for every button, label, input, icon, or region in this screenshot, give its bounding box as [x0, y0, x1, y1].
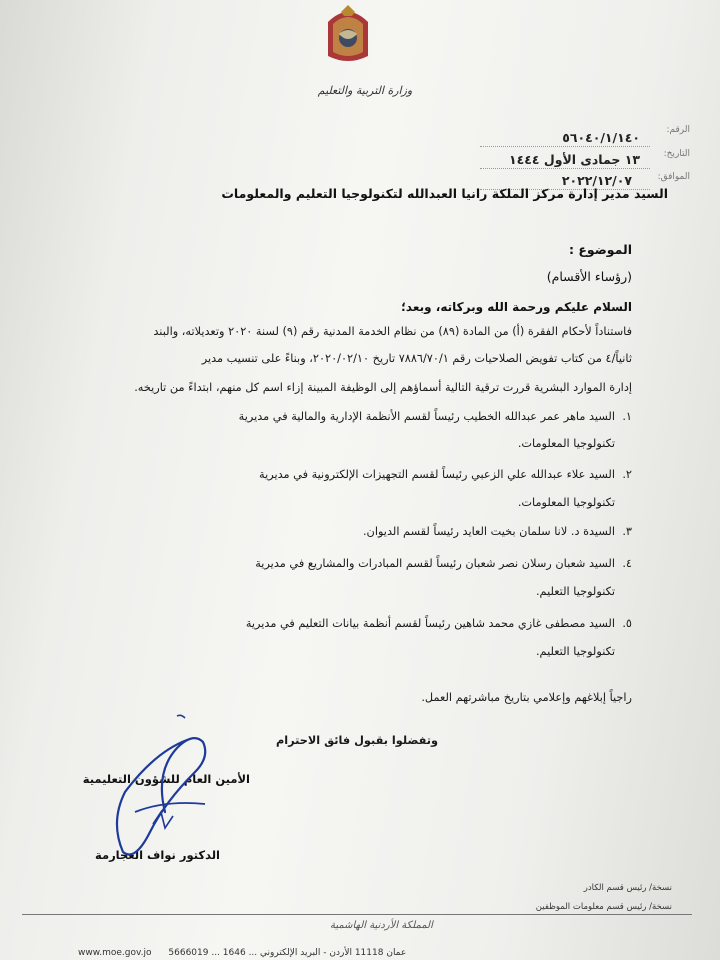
handwritten-signature-icon — [95, 712, 245, 872]
item-number: ١. — [622, 410, 632, 423]
subject-value: (رؤساء الأقسام) — [546, 269, 632, 284]
corresp-label: الموافق: — [657, 172, 690, 182]
item-number: ٣. — [622, 525, 632, 538]
request-text: راجياً إبلاغهم وإعلامي بتاريخ مباشرتهم العمل. — [421, 691, 632, 704]
royal-crest-icon — [323, 4, 373, 66]
date-hijri: ١٣ جمادى الأول ١٤٤٤ — [508, 152, 640, 167]
item-line: تكنولوجيا المعلومات. — [517, 437, 615, 450]
item-line: السيدة د. لانا سلمان بخيت العايد رئيساً لقسم الديوان. — [362, 525, 615, 538]
subject-label: الموضوع : — [568, 242, 632, 257]
item-line: تكنولوجيا المعلومات. — [517, 496, 615, 509]
footer-website: www.moe.gov.jo — [78, 948, 152, 958]
date-underline — [480, 168, 650, 169]
date-label: التاريخ: — [663, 149, 690, 159]
footer-country: المملكة الأردنية الهاشمية — [330, 920, 433, 931]
ref-value: ٥٦٠٤٠/١/١٤٠ — [562, 130, 640, 145]
signatory-name: الدكتور نواف العجارمة — [94, 848, 220, 862]
item-line: السيد علاء عبدالله علي الزعبي رئيساً لقسم التجهيزات الإلكترونية في مديرية — [259, 468, 615, 481]
item-number: ٥. — [622, 617, 632, 630]
copy-line: نسخة/ رئيس قسم معلومات الموظفين — [535, 902, 672, 912]
item-line: السيد مصطفى غازي محمد شاهين رئيساً لقسم أنظمة بيانات التعليم في مديرية — [245, 617, 615, 630]
item-line: السيد ماهر عمر عبدالله الخطيب رئيساً لقسم الأنظمة الإدارية والمالية في مديرية — [238, 410, 615, 423]
ref-underline — [480, 146, 650, 147]
addressee: السيد مدير إدارة مركز الملكة رانيا العبدالله لتكنولوجيا التعليم والمعلومات — [221, 186, 668, 201]
body-line: فاستناداً لأحكام الفقرة (أ) من المادة (٨٩) من نظام الخدمة المدنية رقم (٩) لسنة ٢٠٢٠ وتعديلاته، والبند — [153, 325, 632, 338]
body-line: إدارة الموارد البشرية قررت ترقية التالية أسماؤهم إلى الوظيفة المبينة إزاء اسم كل منهم، ابتداءً من تاريخه. — [134, 381, 632, 394]
copy-line: نسخة/ رئيس قسم الكادر — [583, 883, 672, 893]
footer-address: عمان 11118 الأردن - البريد الإلكتروني ... 1646 ... 5666019 — [168, 948, 407, 958]
item-line: السيد شعبان رسلان نصر شعبان رئيساً لقسم المبادرات والمشاريع في مديرية — [255, 557, 615, 570]
item-number: ٢. — [622, 468, 632, 481]
footer-rule — [22, 914, 692, 915]
item-line: تكنولوجيا التعليم. — [535, 645, 615, 658]
closing-text: وتفضلوا بقبول فائق الاحترام — [275, 734, 438, 747]
date-gregorian: ٢٠٢٢/١٢/٠٧ — [561, 173, 632, 188]
greeting: السلام عليكم ورحمة الله وبركاته، وبعد؛ — [401, 300, 632, 314]
footer-contact — [78, 948, 406, 958]
ministry-name: وزارة التربية والتعليم — [317, 84, 413, 97]
item-number: ٤. — [622, 557, 632, 570]
signatory-title: الأمين العام للشؤون التعليمية — [82, 772, 250, 786]
ref-label: الرقم: — [666, 125, 690, 135]
item-line: تكنولوجيا التعليم. — [535, 585, 615, 598]
body-line: ثانياً/٤ من كتاب تفويض الصلاحيات رقم ٧٨٨٦/٧٠/١ تاريخ ٢٠٢٠/٠٢/١٠، وبناءً على تنسيب مدير — [201, 352, 632, 365]
